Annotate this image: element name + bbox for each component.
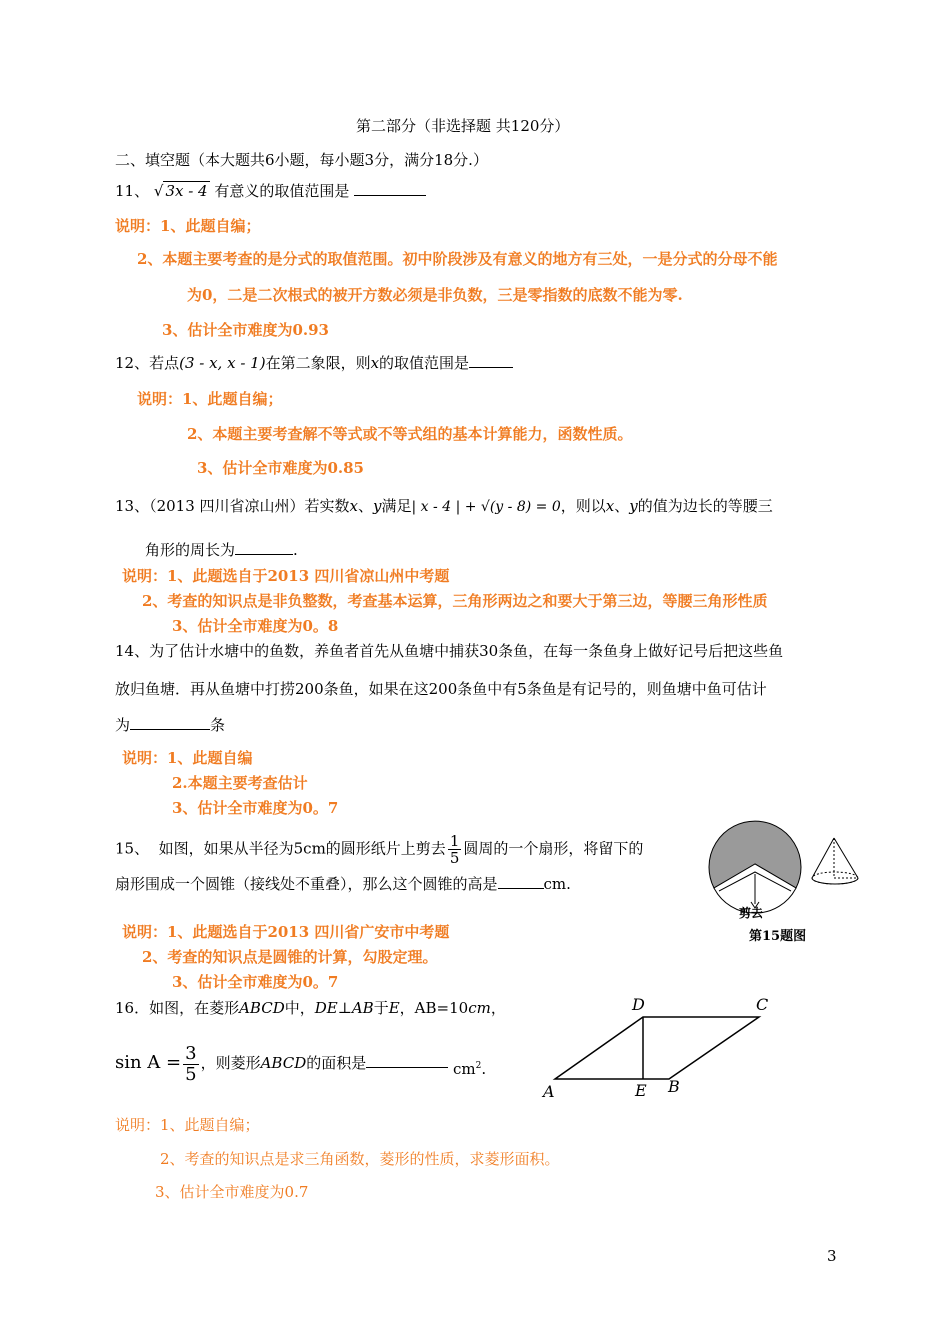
q15-answer-blank (498, 874, 544, 889)
q15-line-2-end: cm. (543, 875, 571, 893)
q16-answer-blank (366, 1053, 448, 1068)
q13-sep: 、 (358, 497, 374, 515)
q14-line-3 (115, 715, 225, 735)
q12-var: x (370, 354, 380, 372)
q16-frac-den: 5 (185, 1063, 197, 1085)
q13-note-3: 3、估计全市难度为0。8 (172, 617, 339, 635)
q15-text-a: 如图，如果从半径为5cm的圆形纸片上剪去 (158, 839, 446, 858)
q16-unit-sup: 2 (475, 1061, 482, 1071)
q13-var-x-2: x (605, 497, 615, 515)
q15-line-2 (115, 874, 571, 894)
q16-de: DE (314, 999, 338, 1017)
q16-line-1-d: ，AB=10 (399, 999, 469, 1017)
q11-note-3: 3、估计全市难度为0.93 (162, 321, 329, 339)
q12-note-3: 3、估计全市难度为0.85 (197, 459, 364, 477)
q16-sin-label: sin A = (115, 1052, 182, 1073)
question-15 (115, 833, 643, 866)
q15-number: 15、 (115, 839, 150, 858)
q13-line-2-end: . (293, 541, 298, 559)
q16-line-2 (115, 1040, 487, 1085)
page-number: 3 (827, 1247, 837, 1265)
q16-line-2-a: ，则菱形 (200, 1054, 261, 1072)
q13-var-x: x (349, 497, 358, 515)
question-13 (115, 496, 773, 517)
q15-text-b: 圆周的一个扇形，将留下的 (463, 839, 644, 858)
q12-number: 12、若点 (115, 354, 180, 372)
figure-caption: 第15题图 (749, 929, 807, 944)
q16-cm: cm (468, 999, 491, 1017)
q11-text: 有意义的取值范围是 (214, 182, 350, 200)
q13-var-y: y (373, 497, 382, 515)
q13-text-c: 的值为边长的等腰三 (637, 497, 773, 515)
q16-line-1-c: 于 (373, 999, 389, 1017)
question-12 (115, 353, 513, 373)
q15-note-3: 3、估计全市难度为0。7 (172, 973, 339, 991)
cut-label: 剪去 (739, 906, 764, 920)
q11-note-2: 2、本题主要考查的是分式的取值范围。初中阶段涉及有意义的地方有三处，一是分式的分母不能 (137, 250, 778, 268)
vertex-c: C (756, 995, 769, 1014)
q16-perp: ⊥ (337, 999, 352, 1017)
q13-sep-2: 、 (614, 497, 630, 515)
q11-note-2-cont: 为0，二是二次根式的被开方数必须是非负数，三是零指数的底数不能为零. (187, 286, 683, 304)
q15-note-1: 说明：1、此题选自于2013 四川省广安市中考题 (122, 923, 450, 941)
q12-text-b: 的取值范围是 (379, 354, 470, 372)
q11-note-1: 说明：1、此题自编； (115, 217, 261, 235)
q11-sqrt: √ 3x - 4 (153, 182, 208, 200)
question-16 (115, 998, 506, 1018)
question-11 (115, 181, 426, 201)
q16-unit-text: cm (453, 1060, 476, 1078)
q13-line-2 (145, 540, 298, 560)
q16-line-2-b: 的面积是 (306, 1054, 367, 1072)
q13-var-y-2: y (629, 497, 638, 515)
q14-note-2: 2.本题主要考查估计 (172, 774, 308, 792)
q13-note-2: 2、考查的知识点是非负整数，考查基本运算，三角形两边之和要大于第三边，等腰三角形性质 (142, 592, 768, 610)
q16-unit (453, 1060, 486, 1078)
vertex-e: E (635, 1081, 647, 1100)
q15-note-2: 2、考查的知识点是圆锥的计算，勾股定理。 (142, 948, 438, 966)
q16-line-1-a: 16．如图，在菱形 (115, 999, 240, 1017)
q12-point: (3 - x, x - 1) (179, 354, 266, 372)
q13-note-1: 说明：1、此题选自于2013 四川省凉山州中考题 (122, 567, 450, 585)
q14-line-3-b: 条 (210, 716, 226, 734)
q16-line-1-b: 中， (284, 999, 315, 1017)
q13-equation: | x - 4 | + √(y - 8) = 0 (411, 499, 561, 515)
q13-text-a: 满足 (381, 497, 412, 515)
q12-text-a: 在第二象限，则 (265, 354, 371, 372)
q11-radicand: 3x - 4 (165, 182, 208, 200)
q11-number: 11、 (115, 182, 150, 200)
q14-note-3: 3、估计全市难度为0。7 (172, 799, 339, 817)
q14-line-1: 14、为了估计水塘中的鱼数，养鱼者首先从鱼塘中捕获30条鱼，在每一条鱼身上做好记号后把这些鱼 (115, 642, 784, 660)
q13-number: 13、（2013 四川省凉山州）若实数 (115, 497, 350, 515)
q13-answer-blank (235, 540, 293, 555)
q16-note-2: 2、考查的知识点是求三角函数，菱形的性质，求菱形面积。 (160, 1150, 560, 1168)
rhombus (555, 1017, 759, 1079)
q16-e: E (388, 999, 400, 1017)
q15-frac-num: 1 (449, 832, 460, 850)
q13-text-b: ，则以 (560, 497, 606, 515)
q16-abcd-2: ABCD (260, 1054, 307, 1072)
q14-note-1: 说明：1、此题自编 (122, 749, 253, 767)
q12-note-2: 2、本题主要考查解不等式或不等式组的基本计算能力，函数性质。 (187, 425, 633, 443)
q14-answer-blank (130, 715, 210, 730)
q16-unit-end: . (481, 1060, 487, 1078)
q16-ab: AB (351, 999, 374, 1017)
q15-fraction (448, 833, 462, 866)
q13-line-2-text: 角形的周长为 (145, 541, 236, 559)
q11-answer-blank (354, 181, 426, 196)
q12-answer-blank (469, 353, 513, 368)
q16-abcd: ABCD (239, 999, 285, 1017)
q16-fraction (183, 1044, 198, 1085)
q16-note-1: 说明：1、此题自编； (115, 1116, 260, 1134)
q15-line-2-text: 扇形围成一个圆锥（接线处不重叠），那么这个圆锥的高是 (115, 875, 498, 893)
vertex-b: B (668, 1077, 680, 1096)
q16-frac-num: 3 (185, 1042, 197, 1064)
q16-line-1-end: ， (490, 999, 506, 1017)
q15-frac-den: 5 (449, 849, 460, 867)
cone-base-front (812, 878, 858, 884)
q16-figure (535, 990, 785, 1105)
q16-note-3: 3、估计全市难度为0.7 (155, 1183, 309, 1201)
q12-note-1: 说明：1、此题自编； (137, 390, 283, 408)
q14-line-2: 放归鱼塘．再从鱼塘中打捞200条鱼，如果在这200条鱼中有5条鱼是有记号的，则鱼塘中鱼可估计 (115, 680, 767, 698)
vertex-a: A (543, 1082, 555, 1101)
vertex-d: D (632, 995, 645, 1014)
q15-figure (705, 818, 875, 948)
section-title: 二、填空题（本大题共6小题，每小题3分，满分18分.） (115, 151, 488, 169)
part-title: 第二部分（非选择题 共120分） (356, 117, 570, 135)
q14-line-3-a: 为 (115, 716, 131, 734)
